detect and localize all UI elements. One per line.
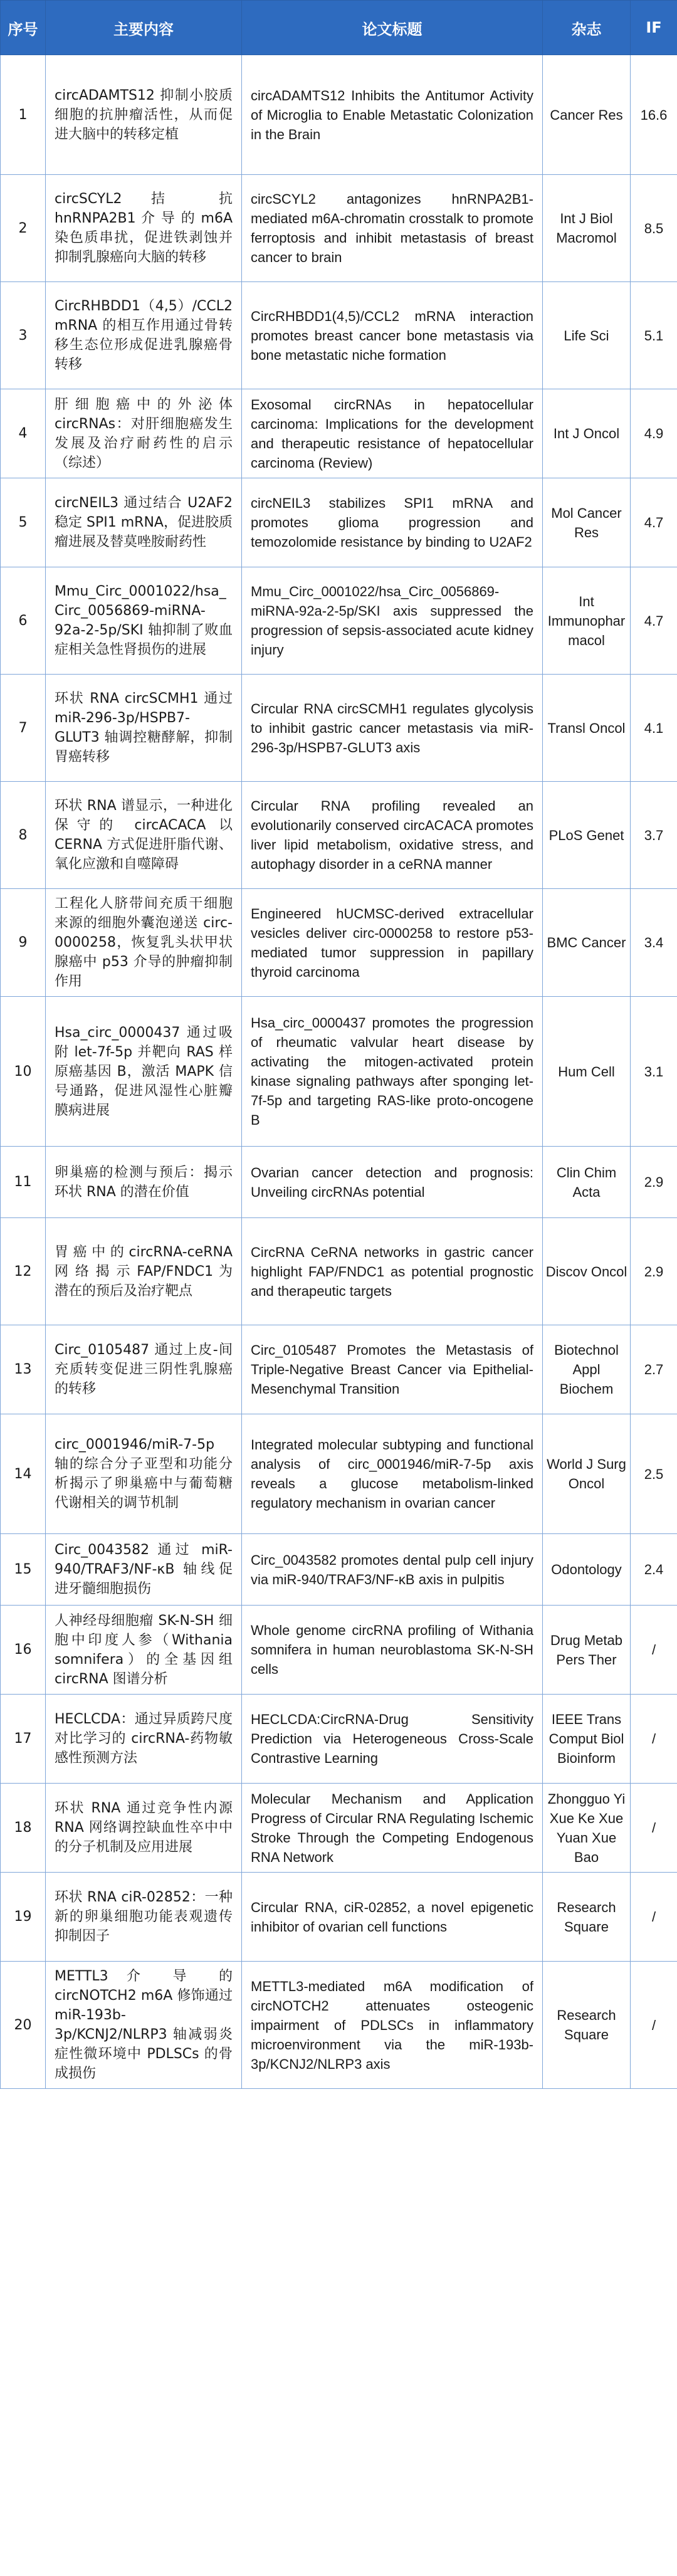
table-row xyxy=(1,1695,677,1784)
row-index: 11 xyxy=(1,1147,46,1218)
row-paper-title: Circ_0043582 promotes dental pulp cell injury via miR-940/TRAF3/NF-κB axis in pulpitis xyxy=(242,1534,543,1606)
row-content: 人神经母细胞瘤 SK-N-SH 细胞中印度人参（Withania somnifera）的全基因组 circRNA 图谱分析 xyxy=(46,1606,242,1695)
row-journal: Discov Oncol xyxy=(543,1218,631,1325)
row-index: 8 xyxy=(1,782,46,889)
row-content: circSCYL2 拮 抗 hnRNPA2B1 介 导 的 m6A 染色质串扰，促进铁剥蚀并抑制乳腺癌向大脑的转移 xyxy=(46,175,242,282)
table-row xyxy=(1,478,677,567)
row-index: 20 xyxy=(1,1962,46,2089)
row-paper-title: HECLCDA:CircRNA-Drug Sensitivity Prediction via Heterogeneous Cross-Scale Contrastive Learning xyxy=(242,1695,543,1784)
row-paper-title: Whole genome circRNA profiling of Withania somnifera in human neuroblastoma SK-N-SH cells xyxy=(242,1606,543,1695)
row-index: 3 xyxy=(1,282,46,389)
row-impact-factor: 4.7 xyxy=(631,478,677,567)
row-journal: Zhongguo Yi Xue Ke Xue Yuan Xue Bao xyxy=(543,1784,631,1873)
row-paper-title: Exosomal circRNAs in hepatocellular carcinoma: Implications for the development and therapeutic resistance of hepatocellular carcinoma (Review) xyxy=(242,389,543,478)
row-paper-title: Circular RNA circSCMH1 regulates glycolysis to inhibit gastric cancer metastasis via miR-296-3p/HSPB7-GLUT3 axis xyxy=(242,675,543,782)
table-row xyxy=(1,675,677,782)
row-journal: Mol Cancer Res xyxy=(543,478,631,567)
table-row xyxy=(1,1784,677,1873)
row-impact-factor: 2.9 xyxy=(631,1218,677,1325)
row-impact-factor: / xyxy=(631,1962,677,2089)
row-journal: Cancer Res xyxy=(543,55,631,175)
row-content: 环状 RNA 谱显示，一种进化保守的 circACACA 以 CERNA 方式促进肝脂代谢、氧化应激和自噬障碍 xyxy=(46,782,242,889)
table-row xyxy=(1,175,677,282)
row-index: 14 xyxy=(1,1414,46,1534)
row-paper-title: Ovarian cancer detection and prognosis: Unveiling circRNAs potential xyxy=(242,1147,543,1218)
row-content: 胃 癌 中 的 circRNA-ceRNA 网 络 揭 示 FAP/FNDC1 为潜在的预后及治疗靶点 xyxy=(46,1218,242,1325)
row-journal: Research Square xyxy=(543,1962,631,2089)
row-content: circ_0001946/miR-7-5p 轴的综合分子亚型和功能分析揭示了卵巢癌中与葡萄糖代谢相关的调节机制 xyxy=(46,1414,242,1534)
row-index: 13 xyxy=(1,1325,46,1414)
row-content: METTL3 介 导 的 circNOTCH2 m6A 修饰通过 miR-193b-3p/KCNJ2/NLRP3 轴减弱炎症性微环境中 PDLSCs 的骨成损伤 xyxy=(46,1962,242,2089)
row-content: Circ_0105487 通过上皮-间充质转变促进三阴性乳腺癌的转移 xyxy=(46,1325,242,1414)
table-row xyxy=(1,1414,677,1534)
row-impact-factor: / xyxy=(631,1695,677,1784)
row-paper-title: Hsa_circ_0000437 promotes the progression of rheumatic valvular heart disease by activating the mitogen-activated protein kinase signaling pathways after sponging let-7f-5p and targeting RAS-like proto-oncogene B xyxy=(242,997,543,1147)
row-paper-title: Circular RNA profiling revealed an evolutionarily conserved circACACA promotes liver lipid metabolism, oxidative stress, and autophagy disorder in a ceRNA manner xyxy=(242,782,543,889)
row-paper-title: circADAMTS12 Inhibits the Antitumor Activity of Microglia to Enable Metastatic Colonization in the Brain xyxy=(242,55,543,175)
row-impact-factor: 4.1 xyxy=(631,675,677,782)
row-paper-title: Integrated molecular subtyping and functional analysis of circ_0001946/miR-7-5p axis reveals a glucose metabolism-linked regulatory mechanism in ovarian cancer xyxy=(242,1414,543,1534)
row-journal: Biotechnol Appl Biochem xyxy=(543,1325,631,1414)
row-paper-title: CircRNA CeRNA networks in gastric cancer highlight FAP/FNDC1 as potential prognostic and therapeutic targets xyxy=(242,1218,543,1325)
row-index: 1 xyxy=(1,55,46,175)
row-paper-title: Circ_0105487 Promotes the Metastasis of Triple-Negative Breast Cancer via Epithelial-Mesenchymal Transition xyxy=(242,1325,543,1414)
header-row xyxy=(1,1,677,55)
row-impact-factor: 8.5 xyxy=(631,175,677,282)
row-impact-factor: 3.7 xyxy=(631,782,677,889)
row-paper-title: circSCYL2 antagonizes hnRNPA2B1-mediated m6A-chromatin crosstalk to promote ferroptosis and inhibit metastasis of breast cancer to brain xyxy=(242,175,543,282)
row-impact-factor: / xyxy=(631,1784,677,1873)
row-journal: Int J Biol Macromol xyxy=(543,175,631,282)
row-content: circNEIL3 通过结合 U2AF2 稳定 SPI1 mRNA，促进胶质瘤进展及替莫唑胺耐药性 xyxy=(46,478,242,567)
row-impact-factor: 2.5 xyxy=(631,1414,677,1534)
row-index: 4 xyxy=(1,389,46,478)
row-journal: IEEE Trans Comput Biol Bioinform xyxy=(543,1695,631,1784)
table-row xyxy=(1,1147,677,1218)
table-row xyxy=(1,1873,677,1962)
row-impact-factor: 3.1 xyxy=(631,997,677,1147)
row-impact-factor: 3.4 xyxy=(631,889,677,997)
row-paper-title: Circular RNA, ciR-02852, a novel epigenetic inhibitor of ovarian cell functions xyxy=(242,1873,543,1962)
row-content: Hsa_circ_0000437 通过吸附 let-7f-5p 并靶向 RAS 样原癌基因 B，激活 MAPK 信号通路，促进风湿性心脏瓣膜病进展 xyxy=(46,997,242,1147)
row-content: circADAMTS12 抑制小胶质细胞的抗肿瘤活性，从而促进大脑中的转移定植 xyxy=(46,55,242,175)
row-content: HECLCDA：通过异质跨尺度对比学习的 circRNA-药物敏感性预测方法 xyxy=(46,1695,242,1784)
row-impact-factor: / xyxy=(631,1873,677,1962)
row-impact-factor: 4.9 xyxy=(631,389,677,478)
row-journal: Hum Cell xyxy=(543,997,631,1147)
row-content: Circ_0043582 通过 miR-940/TRAF3/NF-κB 轴线促进牙髓细胞损伤 xyxy=(46,1534,242,1606)
row-impact-factor: 2.4 xyxy=(631,1534,677,1606)
row-paper-title: METTL3-mediated m6A modification of circNOTCH2 attenuates osteogenic impairment of PDLSCs in inflammatory microenvironment via the miR-193b-3p/KCNJ2/NLRP3 axis xyxy=(242,1962,543,2089)
row-index: 5 xyxy=(1,478,46,567)
row-impact-factor: 4.7 xyxy=(631,567,677,675)
row-journal: BMC Cancer xyxy=(543,889,631,997)
row-journal: PLoS Genet xyxy=(543,782,631,889)
row-journal: Int J Oncol xyxy=(543,389,631,478)
row-paper-title: Engineered hUCMSC-derived extracellular vesicles deliver circ-0000258 to restore p53-mediated tumor suppression in papillary thyroid carcinoma xyxy=(242,889,543,997)
table-row xyxy=(1,1606,677,1695)
row-index: 15 xyxy=(1,1534,46,1606)
table-row xyxy=(1,55,677,175)
row-impact-factor: / xyxy=(631,1606,677,1695)
row-content: CircRHBDD1（4,5）/CCL2 mRNA 的相互作用通过骨转移生态位形成促进乳腺癌骨转移 xyxy=(46,282,242,389)
row-index: 7 xyxy=(1,675,46,782)
row-impact-factor: 2.7 xyxy=(631,1325,677,1414)
header-content: 主要内容 xyxy=(46,1,242,55)
row-journal: Research Square xyxy=(543,1873,631,1962)
row-index: 17 xyxy=(1,1695,46,1784)
table-body xyxy=(1,55,677,2089)
row-content: 环状 RNA ciR-02852：一种新的卵巢细胞功能表观遗传抑制因子 xyxy=(46,1873,242,1962)
row-index: 12 xyxy=(1,1218,46,1325)
row-content: 环状 RNA circSCMH1 通过 miR-296-3p/HSPB7-GLUT3 轴调控糖酵解，抑制胃癌转移 xyxy=(46,675,242,782)
row-content: 卵巢癌的检测与预后：揭示环状 RNA 的潜在价值 xyxy=(46,1147,242,1218)
row-impact-factor: 5.1 xyxy=(631,282,677,389)
row-impact-factor: 2.9 xyxy=(631,1147,677,1218)
row-journal: Odontology xyxy=(543,1534,631,1606)
row-content: Mmu_Circ_0001022/hsa_Circ_0056869-miRNA-92a-2-5p/SKI 轴抑制了败血症相关急性肾损伤的进展 xyxy=(46,567,242,675)
row-index: 9 xyxy=(1,889,46,997)
row-index: 10 xyxy=(1,997,46,1147)
table-row xyxy=(1,389,677,478)
row-index: 18 xyxy=(1,1784,46,1873)
row-journal: Clin Chim Acta xyxy=(543,1147,631,1218)
row-content: 肝细胞癌中的外泌体 circRNAs：对肝细胞癌发生发展及治疗耐药性的启示（综述） xyxy=(46,389,242,478)
row-index: 2 xyxy=(1,175,46,282)
header-journal: 杂志 xyxy=(543,1,631,55)
table-row xyxy=(1,1962,677,2089)
table-row xyxy=(1,1218,677,1325)
row-journal: World J Surg Oncol xyxy=(543,1414,631,1534)
row-paper-title: circNEIL3 stabilizes SPI1 mRNA and promotes glioma progression and temozolomide resistance by binding to U2AF2 xyxy=(242,478,543,567)
table-row xyxy=(1,782,677,889)
row-journal: Life Sci xyxy=(543,282,631,389)
row-index: 16 xyxy=(1,1606,46,1695)
row-content: 工程化人脐带间充质干细胞来源的细胞外囊泡递送 circ-0000258，恢复乳头状甲状腺癌中 p53 介导的肿瘤抑制作用 xyxy=(46,889,242,997)
row-paper-title: Mmu_Circ_0001022/hsa_Circ_0056869-miRNA-92a-2-5p/SKI axis suppressed the progression of sepsis-associated acute kidney injury xyxy=(242,567,543,675)
row-index: 6 xyxy=(1,567,46,675)
header-index: 序号 xyxy=(1,1,46,55)
header-title: 论文标题 xyxy=(242,1,543,55)
table-row xyxy=(1,1325,677,1414)
row-journal: Drug Metab Pers Ther xyxy=(543,1606,631,1695)
row-paper-title: Molecular Mechanism and Application Progress of Circular RNA Regulating Ischemic Stroke Through the Competing Endogenous RNA Network xyxy=(242,1784,543,1873)
row-journal: Transl Oncol xyxy=(543,675,631,782)
row-index: 19 xyxy=(1,1873,46,1962)
header-if: IF xyxy=(631,1,677,55)
row-content: 环状 RNA 通过竞争性内源 RNA 网络调控缺血性卒中中的分子机制及应用进展 xyxy=(46,1784,242,1873)
row-journal: Int Immunopharmacol xyxy=(543,567,631,675)
table-row xyxy=(1,997,677,1147)
table-row xyxy=(1,889,677,997)
table-row xyxy=(1,567,677,675)
table-row xyxy=(1,1534,677,1606)
row-impact-factor: 16.6 xyxy=(631,55,677,175)
table-row xyxy=(1,282,677,389)
row-paper-title: CircRHBDD1(4,5)/CCL2 mRNA interaction promotes breast cancer bone metastasis via bone metastatic niche formation xyxy=(242,282,543,389)
